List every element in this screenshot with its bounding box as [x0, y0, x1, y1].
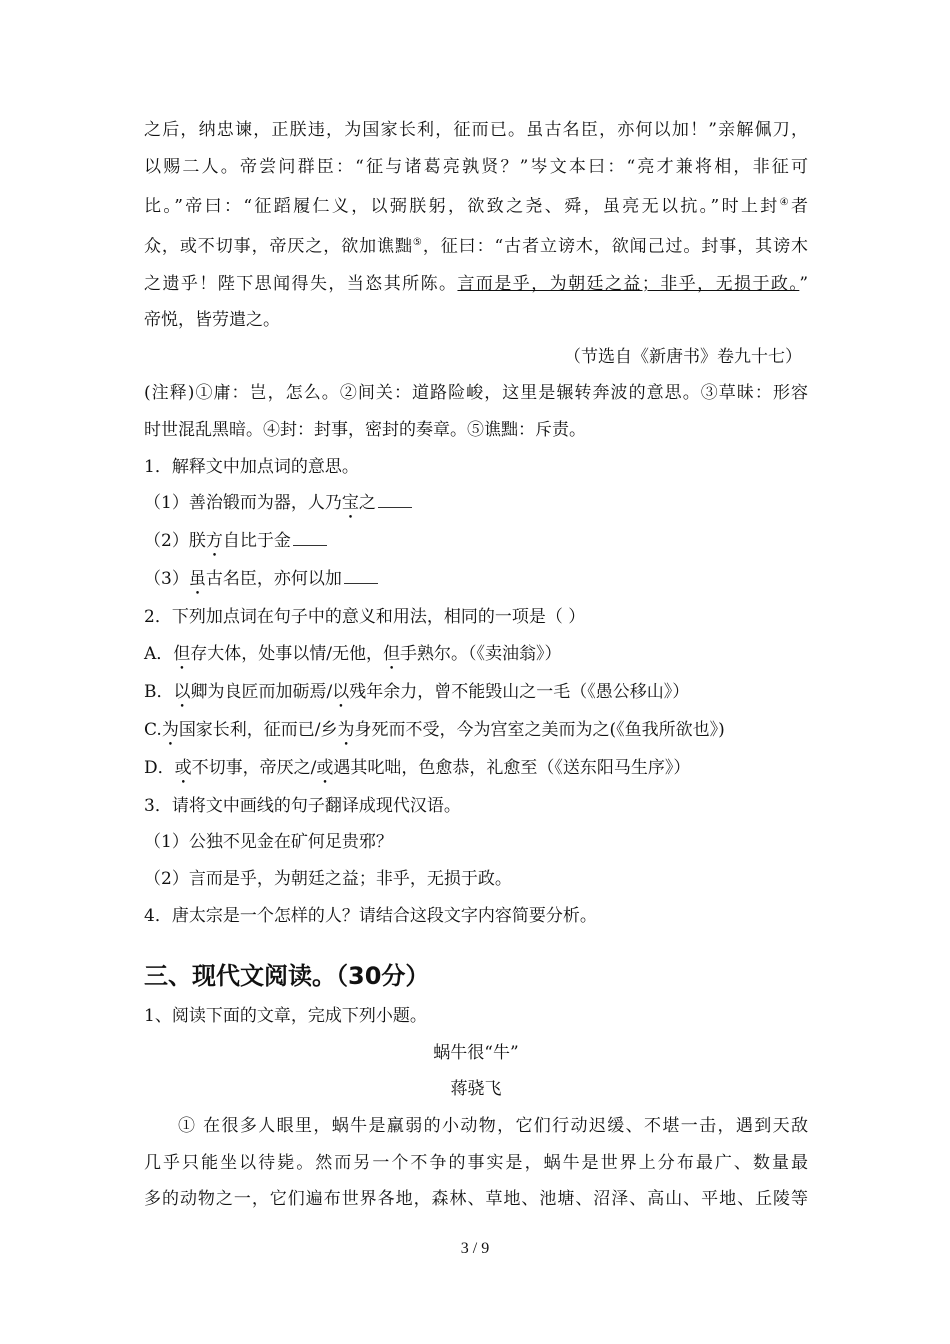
article-paragraph-line: 多的动物之一，它们遍布世界各地，森林、草地、池塘、沼泽、高山、平地、丘陵等 — [144, 1189, 808, 1210]
item-text: （1）善治锻而为器，人乃 — [144, 493, 342, 514]
question-1-item — [144, 561, 808, 599]
question-3: 3．请将文中画线的句子翻译成现代汉语。 — [144, 795, 461, 816]
article-author: 蒋骁飞 — [450, 1079, 502, 1100]
passage-text: 之遗乎！陛下思闻得失，当恣其所陈。 — [144, 273, 458, 294]
dotted-word: 为 — [337, 719, 355, 740]
question-2: 2．下列加点词在句子中的意义和用法，相同的一项是（ ） — [144, 607, 586, 628]
dotted-word: 但 — [173, 643, 191, 664]
article-paragraph-line: 几乎只能坐以待毙。然而另一个不争的事实是，蜗牛是世界上分布最广、数量最 — [144, 1152, 808, 1173]
page-number: 3 / 9 — [460, 1240, 490, 1257]
passage-source: （节选自《新唐书》卷九十七） — [564, 346, 802, 367]
option-text: 国家长利，征而已/乡 — [178, 719, 338, 740]
classical-passage — [144, 112, 808, 449]
option-b — [144, 674, 808, 712]
option-text: 遇其叱咄，色愈恭，礼愈至（《送东阳马生序》） — [333, 757, 691, 778]
item-text: 之 — [358, 493, 376, 514]
passage-line — [144, 185, 808, 225]
dotted-word: 宝 — [341, 493, 359, 514]
underlined-sentence: 言而是乎，为朝廷之益；非乎，无损于政。 — [457, 273, 800, 294]
dotted-word: 方 — [205, 531, 223, 552]
article-paragraph-line: ① 在很多人眼里，蜗牛是羸弱的小动物，它们行动迟缓、不堪一击，遇到天敌 — [178, 1116, 808, 1136]
passage-line — [144, 225, 808, 265]
dotted-word: 或 — [316, 757, 334, 778]
passage-text: 者 — [791, 196, 808, 217]
option-c — [144, 712, 808, 750]
answer-blank[interactable] — [344, 567, 378, 584]
option-label: C. — [144, 719, 162, 740]
notes-line: (注释)①庸：岂，怎么。②间关：道路险峻，这里是辗转奔波的意思。③草昧：形容 — [144, 383, 808, 404]
answer-blank[interactable] — [378, 491, 412, 508]
option-text: 身死而不受，今为宫室之美而为之(《鱼我所欲也》) — [354, 719, 725, 740]
question-1-item — [144, 485, 808, 523]
article-title: 蜗牛很“牛” — [433, 1042, 519, 1063]
question-4: 4．唐太宗是一个怎样的人？请结合这段文字内容简要分析。 — [144, 905, 597, 926]
passage-line: 之后，纳忠谏，正朕违，为国家长利，征而已。虽古名臣，亦何以加！”亲解佩刀， — [144, 120, 808, 140]
dotted-word: 为 — [161, 719, 179, 740]
passage-text: ” — [799, 273, 809, 294]
passage-line: 以赐二人。帝尝问群臣：“征与诸葛亮孰贤？”岑文本曰：“亮才兼将相，非征可 — [144, 156, 808, 177]
item-text: 古名臣，亦何以加 — [205, 569, 342, 590]
option-text: 不切事，帝厌之/ — [191, 757, 317, 778]
item-text: 自比于金 — [222, 531, 291, 552]
question-3-item: （2）言而是乎，为朝廷之益；非乎，无损于政。 — [144, 869, 512, 890]
option-text: 存大体，处事以情/无他， — [190, 643, 384, 664]
dotted-word: 或 — [174, 757, 192, 778]
passage-text: 比。”帝曰：“征蹈履仁义，以弼朕躬，欲致之尧、舜，虽亮无以抗。”时上封 — [144, 196, 780, 217]
option-label: A． — [144, 643, 174, 664]
dotted-word: 以 — [332, 681, 350, 702]
option-d — [144, 750, 808, 788]
question-3-item: （1）公独不见金在矿何足贵邪？ — [144, 832, 393, 853]
option-text: 残年余力，曾不能毁山之一毛（《愚公移山》） — [349, 681, 690, 702]
section-3 — [144, 956, 808, 1218]
dotted-word: 以 — [173, 681, 191, 702]
dotted-word: 但 — [383, 643, 401, 664]
option-text: 手熟尔。（《卖油翁》） — [400, 643, 562, 664]
section-heading: 三、现代文阅读。（30分） — [144, 962, 430, 991]
question-1: 1．解释文中加点词的意思。 — [144, 456, 359, 477]
passage-line — [144, 266, 808, 303]
passage-text: 众，或不切事，帝厌之，欲加谯黜 — [144, 237, 413, 258]
page-content — [144, 112, 808, 1218]
option-label: B． — [144, 681, 174, 702]
dotted-word: 虽 — [188, 569, 206, 590]
item-text: （3） — [144, 569, 189, 590]
item-text: （2）朕 — [144, 531, 206, 552]
answer-blank[interactable] — [293, 529, 327, 546]
footnote-mark: ④ — [779, 197, 791, 209]
notes-line: 时世混乱黑暗。④封：封事，密封的奏章。⑤谯黜：斥责。 — [144, 420, 586, 441]
section-intro: 1、阅读下面的文章，完成下列小题。 — [144, 1006, 427, 1027]
passage-line: 帝悦，皆劳遣之。 — [144, 310, 280, 331]
passage-text: ，征曰：“古者立谤木，欲闻己过。封事，其谤木 — [422, 237, 809, 258]
footnote-mark: ⑤ — [412, 237, 423, 249]
questions — [144, 449, 808, 935]
option-a — [144, 636, 808, 674]
option-label: D． — [144, 757, 175, 778]
option-text: 卿为良匠而加砺焉/ — [190, 681, 333, 702]
question-1-item — [144, 523, 808, 561]
